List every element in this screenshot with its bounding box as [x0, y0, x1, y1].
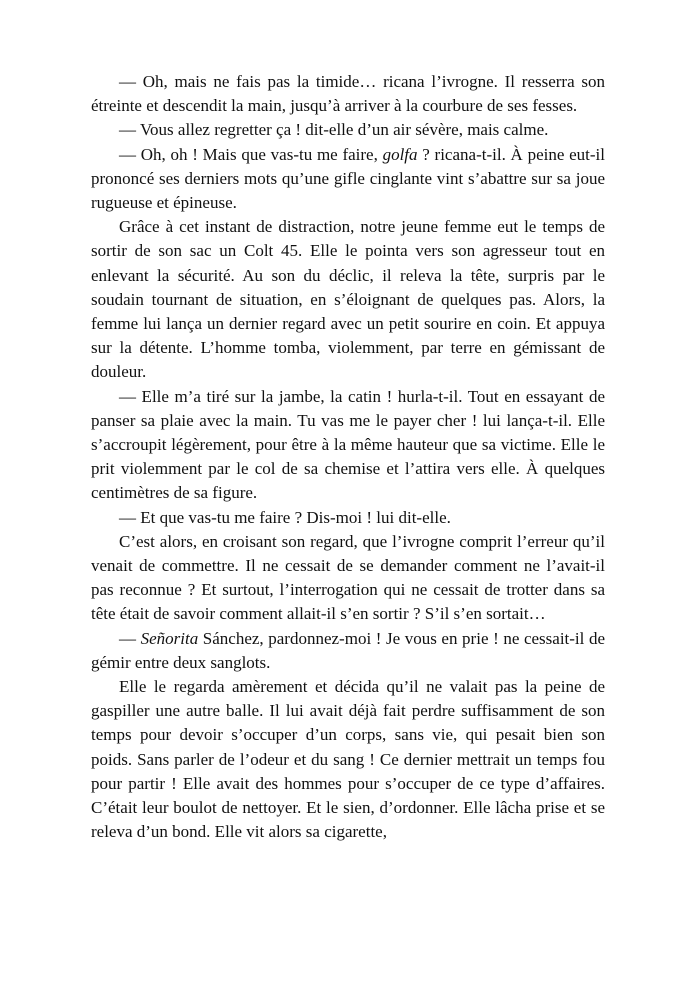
text-run: — Oh, mais ne fais pas la timide… ricana l’ivrogne. Il resserra son étreinte et descendit la main, jusqu’à arriver à la courbure de ses fesses.: [91, 72, 605, 116]
paragraph: [91, 530, 605, 627]
text-run: —: [119, 628, 141, 648]
paragraph: [91, 627, 605, 675]
paragraph: [91, 675, 605, 844]
text-run: Sánchez, pardonnez-moi ! Je vous en prie ! ne cessait-il de gémir entre deux sanglots.: [91, 628, 605, 672]
text-run: — Elle m’a tiré sur la jambe, la catin ! hurla-t-il. Tout en essayant de panser sa plaie avec la main. Tu vas me le payer cher ! lui lança-t-il. Elle s’accroupit légèrement, pour être à la même hauteur que sa victime. Elle le prit violemment par le col de sa chemise et l’attira vers elle. À quelques centimètres de sa figure.: [91, 386, 605, 503]
paragraph: [91, 118, 605, 142]
paragraph: [91, 143, 605, 216]
text-run: — Oh, oh ! Mais que vas-tu me faire,: [119, 144, 383, 164]
text-run: C’est alors, en croisant son regard, que l’ivrogne comprit l’erreur qu’il venait de commettre. Il ne cessait de se demander comment ne l’avait-il pas reconnue ? Et surtout, l’interrogation qui ne cessait de trotter dans sa tête était de savoir comment allait-il s’en sortir ? S’il s’en sortait…: [91, 531, 605, 624]
paragraph: [91, 385, 605, 506]
text-run: Elle le regarda amèrement et décida qu’il ne valait pas la peine de gaspiller une autre balle. Il lui avait déjà fait perdre suffisamment de son temps pour devoir s’occuper d’un corps, sans vie, qui pesait bien son poids. Sans parler de l’odeur et du sang ! Ce dernier mettrait un temps fou pour partir ! Elle avait des hommes pour s’occuper de ce type d’affaires. C’était leur boulot de nettoyer. Et le sien, d’ordonner. Elle lâcha prise et se releva d’un bond. Elle vit alors sa cigarette,: [91, 677, 605, 842]
text-run: — Vous allez regretter ça ! dit-elle d’un air sévère, mais calme.: [119, 120, 549, 140]
italic-run: Señorita: [140, 628, 199, 648]
paragraph: [91, 215, 605, 384]
italic-run: golfa: [382, 144, 418, 164]
paragraph: [91, 506, 605, 530]
page-body: [91, 70, 605, 845]
paragraph: [91, 70, 605, 118]
text-run: ? ricana-t-il. À peine eut-il prononcé ses derniers mots qu’une gifle cinglante vint s’abattre sur sa joue rugueuse et épineuse.: [91, 144, 605, 213]
text-run: Grâce à cet instant de distraction, notre jeune femme eut le temps de sortir de son sac un Colt 45. Elle le pointa vers son agresseur tout en enlevant la sécurité. Au son du déclic, il releva la tête, surpris par le soudain tournant de situation, en s’éloignant de quelques pas. Alors, la femme lui lança un dernier regard avec un petit sourire en coin. Et appuya sur la détente. L’homme tomba, violemment, par terre en gémissant de douleur.: [91, 217, 605, 382]
text-run: — Et que vas-tu me faire ? Dis-moi ! lui dit-elle.: [119, 507, 451, 527]
